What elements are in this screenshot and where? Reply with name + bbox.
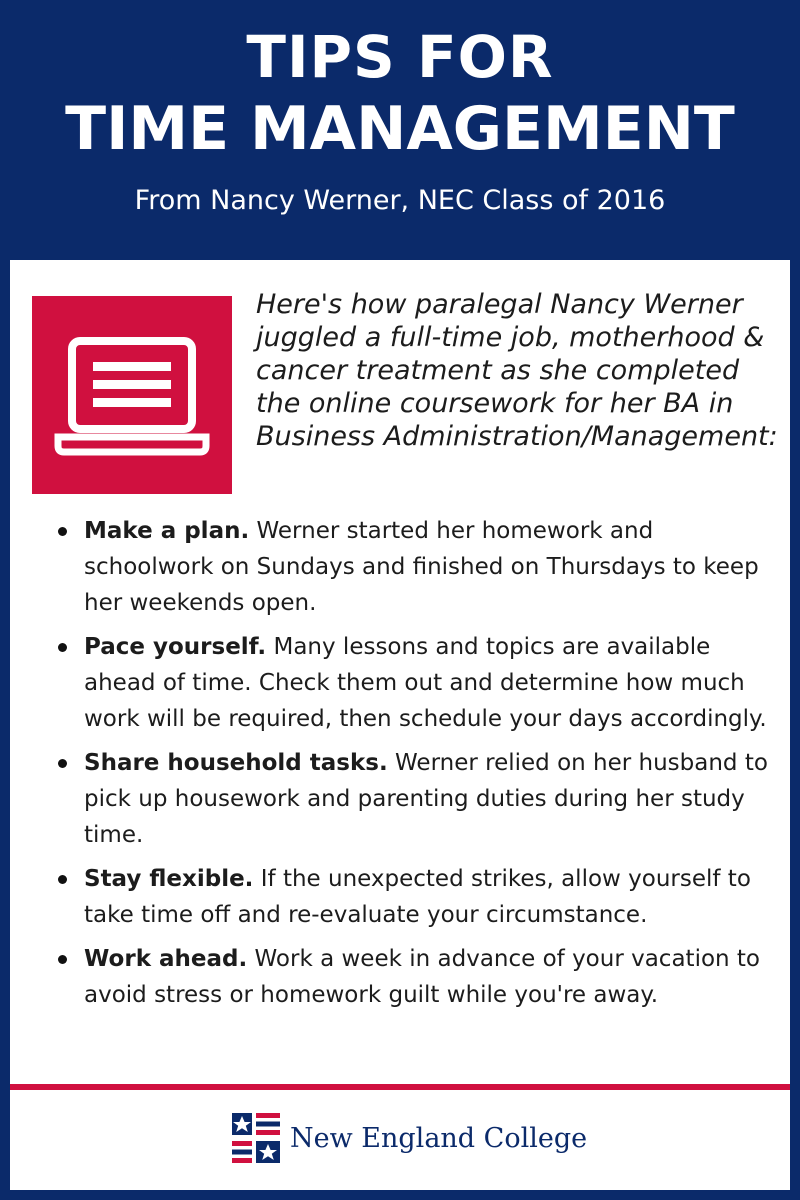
bullet-icon bbox=[58, 643, 67, 652]
tip-heading: Make a plan. bbox=[84, 518, 250, 544]
bullet-icon bbox=[58, 527, 67, 536]
intro-text: Here's how paralegal Nancy Werner juggled a full-time job, motherhood & cancer treatment as she completed the online coursework for her BA in Business Administration/Management: bbox=[256, 289, 778, 452]
title-line-2: TIME MANAGEMENT bbox=[65, 94, 735, 164]
college-logo bbox=[232, 1110, 587, 1166]
title-line-1: TIPS FOR bbox=[246, 23, 554, 91]
bullet-icon bbox=[58, 759, 67, 768]
tip-heading: Stay flexible. bbox=[84, 866, 254, 892]
list-item bbox=[32, 629, 772, 737]
list-item bbox=[32, 513, 772, 621]
tip-heading: Work ahead. bbox=[84, 946, 248, 972]
footer bbox=[10, 1090, 790, 1190]
tip-body: Werner started her homework and schoolwork on Sundays and finished on Thursdays to keep her weekends open. bbox=[84, 518, 759, 616]
list-item bbox=[32, 941, 772, 1013]
list-item bbox=[32, 745, 772, 853]
laptop-icon bbox=[32, 296, 232, 494]
content-panel bbox=[10, 260, 790, 1190]
bullet-icon bbox=[58, 875, 67, 884]
tip-body: If the unexpected strikes, allow yourself to take time off and re-evaluate your circumstance. bbox=[84, 866, 751, 928]
header bbox=[0, 0, 800, 260]
tip-heading: Share household tasks. bbox=[84, 750, 388, 776]
flag-stars-stripes-icon bbox=[232, 1113, 280, 1163]
college-name: New England College bbox=[290, 1122, 588, 1154]
subtitle: From Nancy Werner, NEC Class of 2016 bbox=[134, 185, 666, 216]
list-item bbox=[32, 861, 772, 933]
bullet-icon bbox=[58, 955, 67, 964]
tip-body: Work a week in advance of your vacation to avoid stress or homework guilt while you're away. bbox=[84, 946, 761, 1008]
tip-body: Werner relied on her husband to pick up housework and parenting duties during her study time. bbox=[84, 750, 768, 848]
tip-heading: Pace yourself. bbox=[84, 634, 267, 660]
tip-body: Many lessons and topics are available ahead of time. Check them out and determine how much work will be required, then schedule your days accordingly. bbox=[84, 634, 767, 732]
tips-list bbox=[32, 513, 772, 1021]
